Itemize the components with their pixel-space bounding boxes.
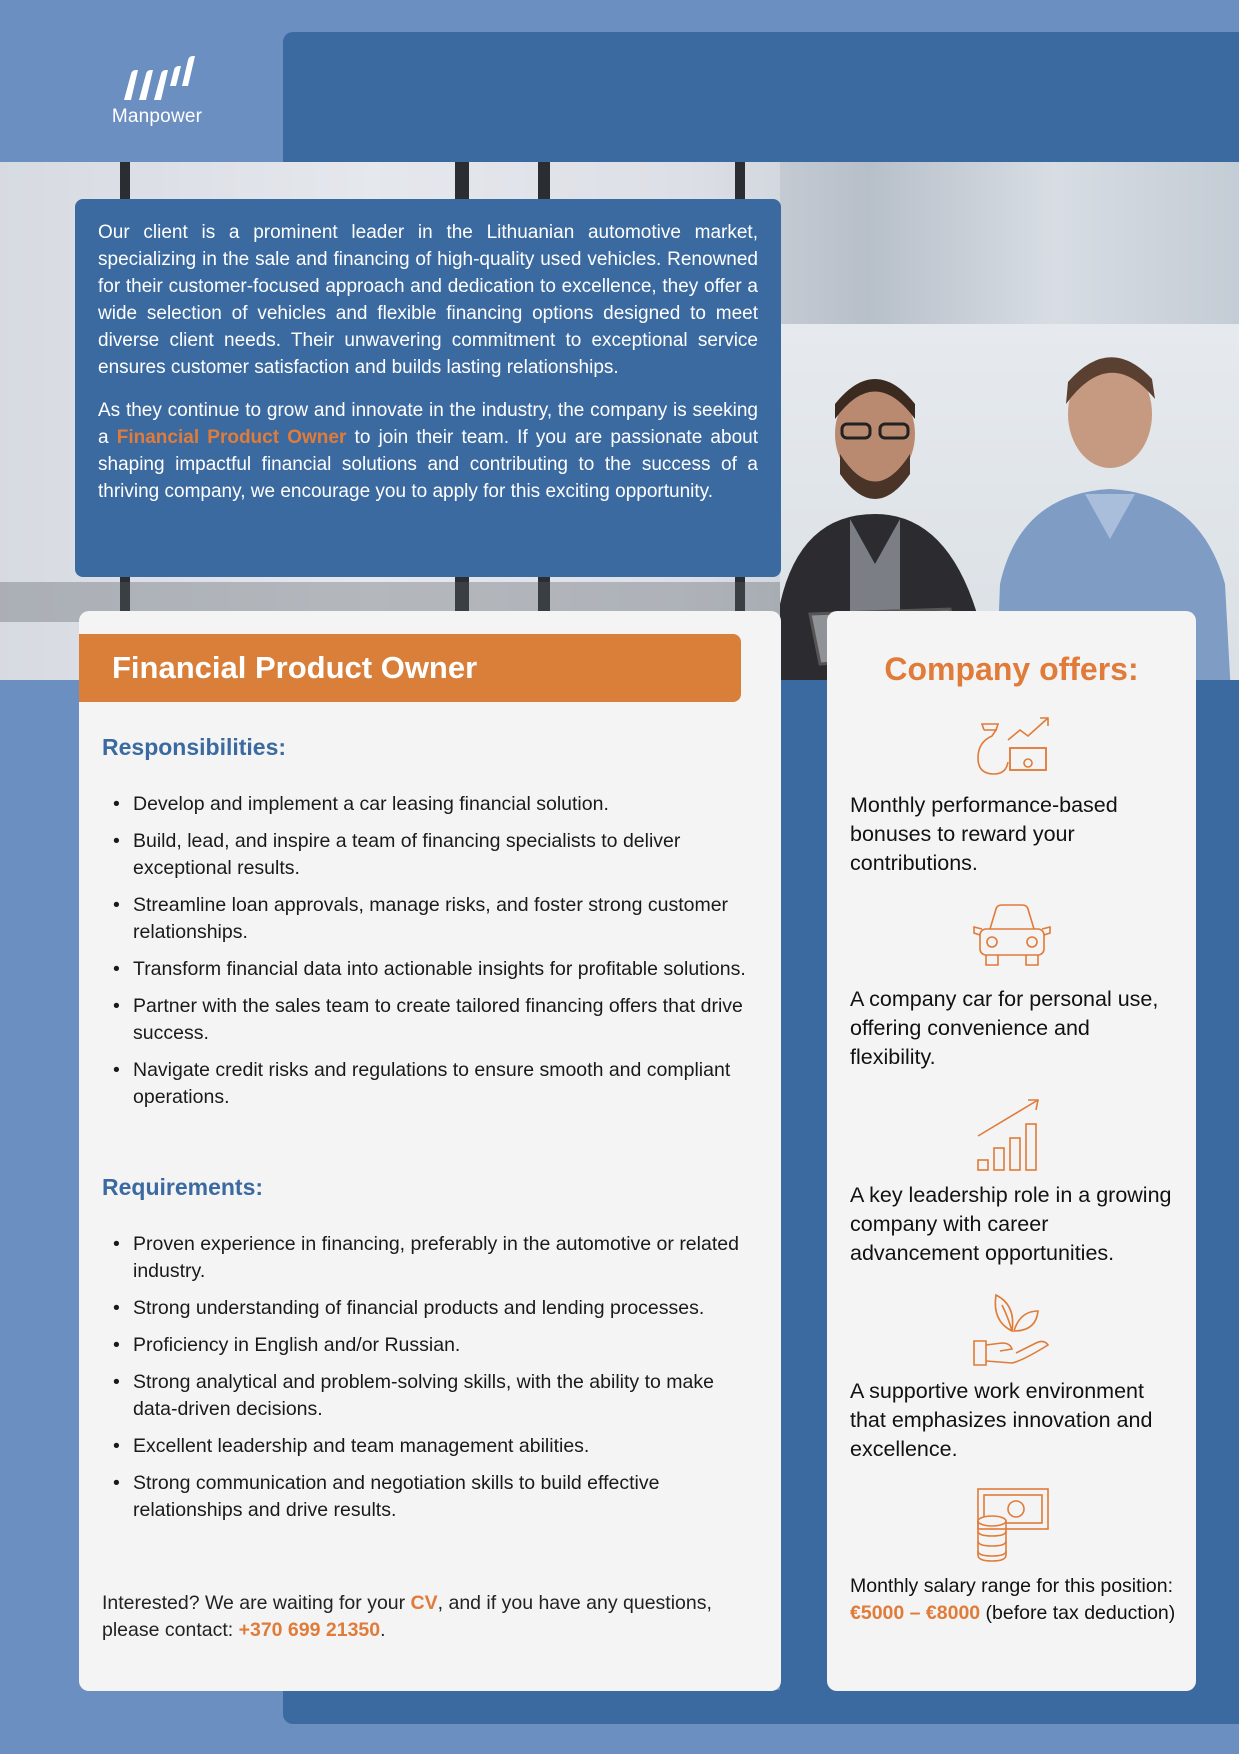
requirements-list <box>102 1231 752 1534</box>
list-item: • Strong understanding of financial products and lending processes. <box>102 1295 752 1322</box>
requirements-heading: Requirements: <box>102 1174 264 1200</box>
bar-chart-growth-icon <box>972 1096 1052 1172</box>
intro-paragraph-1: Our client is a prominent leader in the Lithuanian automotive market, specializing in the sale and financing of high-quality used vehicles. Renowned for their customer-focused approach and dedication to excellence, they offer a wide selection of vehicles and flexible financing options designed to meet diverse client needs. Their unwavering commitment to exceptional service ensures customer satisfaction and builds lasting relationships. <box>98 222 758 378</box>
job-details-card <box>79 611 781 1691</box>
manpower-logo <box>102 56 212 128</box>
list-item: • Excellent leadership and team management abilities. <box>102 1433 752 1460</box>
list-item: • Strong analytical and problem-solving skills, with the ability to make data-driven decisions. <box>102 1369 752 1423</box>
list-item: • Transform financial data into actionable insights for profitable solutions. <box>102 956 752 983</box>
intro-paragraph-2 <box>98 397 758 505</box>
list-item: • Streamline loan approvals, manage risks, and foster strong customer relationships. <box>102 892 752 946</box>
offer-text: A supportive work environment that emphasizes innovation and excellence. <box>850 1379 1153 1461</box>
list-item: • Develop and implement a car leasing financial solution. <box>102 791 752 818</box>
footer-band <box>283 1690 1239 1724</box>
money-bag-growth-icon <box>972 706 1052 778</box>
list-item: • Partner with the sales team to create tailored financing offers that drive success. <box>102 993 752 1047</box>
responsibilities-list <box>102 791 752 1121</box>
phone-link[interactable]: +370 699 21350 <box>238 1619 381 1641</box>
hand-leaves-icon <box>972 1291 1052 1367</box>
logo-wordmark: Manpower <box>111 106 203 127</box>
cv-link[interactable]: CV <box>410 1592 438 1614</box>
list-item: • Proven experience in financing, preferably in the automotive or related industry. <box>102 1231 752 1285</box>
car-icon <box>972 903 1052 969</box>
company-offers-card <box>827 611 1196 1691</box>
offers-title: Company offers: <box>884 651 1139 687</box>
offer-text: A company car for personal use, offering convenience and flexibility. <box>850 987 1159 1069</box>
salary-text <box>850 1573 1180 1627</box>
intro-box <box>75 199 781 577</box>
salary-range: €5000 – €8000 <box>850 1602 981 1624</box>
salary-text-end: (before tax deduction) <box>980 1602 1176 1624</box>
coins-banknote-icon <box>972 1487 1052 1563</box>
list-item: • Build, lead, and inspire a team of financing specialists to deliver exceptional results. <box>102 828 752 882</box>
job-title-highlight: Financial Product Owner <box>116 427 347 448</box>
intro-paragraph-2-end: to join their team. If you are passionate about shaping impactful financial solutions and contributing to the success of a thriving company, we encourage you to apply for this exciting opportunity. <box>98 427 758 502</box>
contact-text-start: Interested? We are waiting for your <box>102 1592 411 1614</box>
job-title: Financial Product Owner <box>79 634 741 702</box>
contact-text <box>102 1590 752 1644</box>
contact-text-end: . <box>380 1619 386 1641</box>
responsibilities-heading: Responsibilities: <box>102 734 287 760</box>
intro-paragraph-2-start: As they continue to grow and innovate in the industry, the company is seeking a <box>98 400 758 448</box>
manpower-logo-mark-icon <box>118 56 196 102</box>
salary-text-start: Monthly salary range for this position: <box>850 1575 1173 1597</box>
list-item: • Navigate credit risks and regulations to ensure smooth and compliant operations. <box>102 1057 752 1111</box>
offer-text: Monthly performance-based bonuses to reward your contributions. <box>850 793 1118 875</box>
header-band <box>283 32 1239 162</box>
contact-text-middle: , and if you have any questions, please contact: <box>102 1592 712 1641</box>
list-item: • Proficiency in English and/or Russian. <box>102 1332 752 1359</box>
offer-text: A key leadership role in a growing company with career advancement opportunities. <box>850 1183 1172 1265</box>
list-item: • Strong communication and negotiation skills to build effective relationships and drive results. <box>102 1470 752 1524</box>
